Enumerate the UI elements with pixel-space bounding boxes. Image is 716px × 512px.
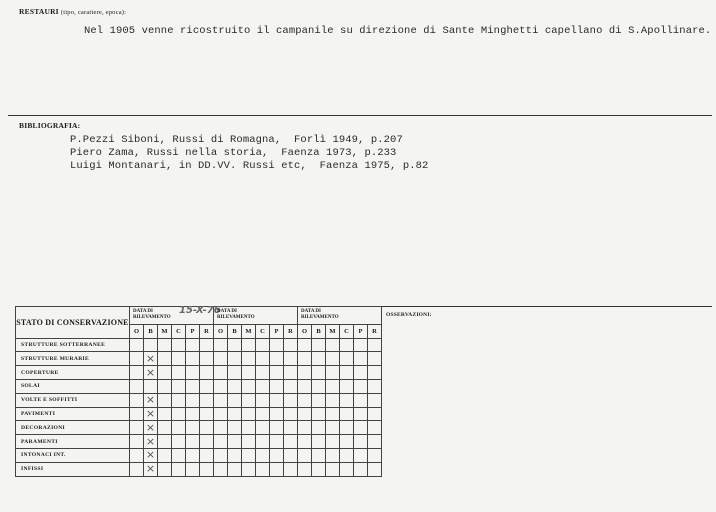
check-cell[interactable]: [158, 366, 172, 380]
check-cell[interactable]: [354, 407, 368, 421]
check-cell[interactable]: [228, 462, 242, 476]
condition-mark: ×: [145, 393, 156, 407]
code-header: R: [284, 324, 298, 338]
code-header: B: [144, 324, 158, 338]
check-cell[interactable]: [158, 435, 172, 449]
check-cell[interactable]: [298, 393, 312, 407]
check-cell[interactable]: [130, 379, 144, 393]
check-cell[interactable]: [354, 352, 368, 366]
check-cell[interactable]: [214, 379, 228, 393]
table-row: [16, 352, 382, 366]
check-cell[interactable]: [214, 338, 228, 352]
bibliografia-label: BIBLIOGRAFIA:: [19, 121, 81, 130]
check-cell[interactable]: [242, 407, 256, 421]
check-cell[interactable]: [228, 448, 242, 462]
check-cell[interactable]: [186, 462, 200, 476]
check-cell[interactable]: [270, 421, 284, 435]
check-cell[interactable]: [158, 338, 172, 352]
check-cell[interactable]: [298, 462, 312, 476]
check-cell[interactable]: [340, 462, 354, 476]
check-cell[interactable]: [214, 352, 228, 366]
code-header: B: [312, 324, 326, 338]
check-cell[interactable]: [340, 352, 354, 366]
code-header: O: [214, 324, 228, 338]
check-cell[interactable]: [256, 352, 270, 366]
check-cell[interactable]: [354, 393, 368, 407]
check-cell[interactable]: [144, 352, 158, 366]
table-row: [16, 407, 382, 421]
check-cell[interactable]: [186, 366, 200, 380]
code-header: R: [200, 324, 214, 338]
check-cell[interactable]: [158, 448, 172, 462]
check-cell[interactable]: [214, 393, 228, 407]
code-header: M: [242, 324, 256, 338]
check-cell[interactable]: [186, 448, 200, 462]
check-cell[interactable]: [284, 379, 298, 393]
check-cell[interactable]: [368, 379, 382, 393]
check-cell[interactable]: [158, 421, 172, 435]
check-cell[interactable]: [312, 366, 326, 380]
check-cell[interactable]: [368, 448, 382, 462]
row-label: VOLTE E SOFFITTI: [16, 393, 130, 407]
check-cell[interactable]: [326, 421, 340, 435]
check-cell[interactable]: [326, 407, 340, 421]
row-label: PAVIMENTI: [16, 407, 130, 421]
check-cell[interactable]: [340, 379, 354, 393]
table-row: [16, 379, 382, 393]
check-cell[interactable]: [214, 366, 228, 380]
check-cell[interactable]: [130, 448, 144, 462]
check-cell[interactable]: [242, 379, 256, 393]
check-cell[interactable]: [256, 338, 270, 352]
check-cell[interactable]: [200, 448, 214, 462]
check-cell[interactable]: [172, 407, 186, 421]
check-cell[interactable]: [340, 407, 354, 421]
check-cell[interactable]: [214, 421, 228, 435]
check-cell[interactable]: [284, 393, 298, 407]
check-cell[interactable]: [284, 448, 298, 462]
check-cell[interactable]: [144, 407, 158, 421]
check-cell[interactable]: [228, 407, 242, 421]
table-row: [16, 421, 382, 435]
condition-mark: ×: [145, 420, 156, 434]
check-cell[interactable]: [354, 379, 368, 393]
code-header: C: [172, 324, 186, 338]
check-cell[interactable]: [340, 338, 354, 352]
check-cell[interactable]: [186, 379, 200, 393]
check-cell[interactable]: [256, 366, 270, 380]
check-cell[interactable]: [200, 462, 214, 476]
check-cell[interactable]: [270, 393, 284, 407]
code-header: R: [368, 324, 382, 338]
row-label: PARAMENTI: [16, 435, 130, 449]
check-cell[interactable]: [130, 338, 144, 352]
condition-mark: ×: [145, 365, 156, 379]
check-cell[interactable]: [186, 338, 200, 352]
check-cell[interactable]: [158, 379, 172, 393]
code-header: B: [228, 324, 242, 338]
code-header: P: [186, 324, 200, 338]
conservation-table: [15, 306, 382, 477]
check-cell[interactable]: [186, 352, 200, 366]
survey-date-header-1: DATA DI RILEVAMENTO 15-X-76: [130, 307, 214, 325]
check-cell[interactable]: [186, 421, 200, 435]
code-header: C: [340, 324, 354, 338]
osservazioni-label: OSSERVAZIONI:: [386, 312, 432, 318]
check-cell[interactable]: [242, 435, 256, 449]
code-header: P: [270, 324, 284, 338]
condition-mark: ×: [145, 434, 156, 448]
check-cell[interactable]: [144, 379, 158, 393]
check-cell[interactable]: [326, 462, 340, 476]
check-cell[interactable]: [284, 421, 298, 435]
check-cell[interactable]: [228, 379, 242, 393]
check-cell[interactable]: [368, 407, 382, 421]
bibliography-entry: Luigi Montanari, in DD.VV. Russi etc, Faenza 1975, p.82: [70, 160, 429, 172]
check-cell[interactable]: [298, 338, 312, 352]
check-cell[interactable]: [200, 407, 214, 421]
check-cell[interactable]: [214, 435, 228, 449]
check-cell[interactable]: [354, 338, 368, 352]
row-label: STRUTTURE MURARIE: [16, 352, 130, 366]
check-cell[interactable]: [312, 421, 326, 435]
check-cell[interactable]: [312, 462, 326, 476]
check-cell[interactable]: [242, 393, 256, 407]
check-cell[interactable]: [368, 421, 382, 435]
check-cell[interactable]: [228, 393, 242, 407]
check-cell[interactable]: [284, 462, 298, 476]
check-cell[interactable]: [172, 448, 186, 462]
row-label: COPERTURE: [16, 366, 130, 380]
check-cell[interactable]: [326, 338, 340, 352]
check-cell[interactable]: [130, 435, 144, 449]
check-cell[interactable]: [298, 421, 312, 435]
check-cell[interactable]: [186, 407, 200, 421]
condition-mark: ×: [145, 448, 156, 462]
condition-mark: ×: [145, 406, 156, 420]
check-cell[interactable]: [270, 462, 284, 476]
condition-mark: ×: [145, 351, 156, 365]
check-cell[interactable]: [200, 366, 214, 380]
check-cell[interactable]: [312, 379, 326, 393]
check-cell[interactable]: [144, 421, 158, 435]
check-cell[interactable]: [256, 421, 270, 435]
check-cell[interactable]: [284, 366, 298, 380]
check-cell[interactable]: [270, 435, 284, 449]
check-cell[interactable]: [270, 366, 284, 380]
check-cell[interactable]: [340, 421, 354, 435]
check-cell[interactable]: [242, 448, 256, 462]
row-label: DECORAZIONI: [16, 421, 130, 435]
check-cell[interactable]: [172, 393, 186, 407]
check-cell[interactable]: [256, 448, 270, 462]
check-cell[interactable]: [144, 366, 158, 380]
check-cell[interactable]: [172, 338, 186, 352]
bibliography-entry: Piero Zama, Russi nella storia, Faenza 1973, p.233: [70, 147, 397, 159]
check-cell[interactable]: [130, 407, 144, 421]
check-cell[interactable]: [326, 448, 340, 462]
check-cell[interactable]: [172, 435, 186, 449]
check-cell[interactable]: [354, 462, 368, 476]
check-cell[interactable]: [200, 421, 214, 435]
table-row: [16, 448, 382, 462]
check-cell[interactable]: [284, 352, 298, 366]
check-cell[interactable]: [270, 448, 284, 462]
check-cell[interactable]: [158, 393, 172, 407]
check-cell[interactable]: [256, 435, 270, 449]
check-cell[interactable]: [158, 352, 172, 366]
check-cell[interactable]: [368, 462, 382, 476]
check-cell[interactable]: [340, 366, 354, 380]
check-cell[interactable]: [228, 435, 242, 449]
check-cell[interactable]: [354, 421, 368, 435]
check-cell[interactable]: [354, 448, 368, 462]
check-cell[interactable]: [368, 338, 382, 352]
check-cell[interactable]: [130, 462, 144, 476]
check-cell[interactable]: [270, 407, 284, 421]
restauri-text: Nel 1905 venne ricostruito il campanile su direzione di Sante Minghetti capellano di S.Apollinare.: [84, 25, 712, 37]
check-cell[interactable]: [298, 379, 312, 393]
check-cell[interactable]: [368, 393, 382, 407]
check-cell[interactable]: [144, 338, 158, 352]
table-row: [16, 435, 382, 449]
check-cell[interactable]: [340, 393, 354, 407]
check-cell[interactable]: [284, 407, 298, 421]
check-cell[interactable]: [200, 393, 214, 407]
check-cell[interactable]: [312, 352, 326, 366]
check-cell[interactable]: [326, 366, 340, 380]
check-cell[interactable]: [326, 352, 340, 366]
check-cell[interactable]: [172, 421, 186, 435]
table-row: [16, 462, 382, 476]
check-cell[interactable]: [326, 435, 340, 449]
table-row: [16, 366, 382, 380]
check-cell[interactable]: [270, 338, 284, 352]
check-cell[interactable]: [312, 393, 326, 407]
check-cell[interactable]: [312, 407, 326, 421]
check-cell[interactable]: [270, 379, 284, 393]
bibliography-list: [70, 134, 428, 173]
check-cell[interactable]: [284, 338, 298, 352]
check-cell[interactable]: [130, 393, 144, 407]
check-cell[interactable]: [172, 462, 186, 476]
check-cell[interactable]: [298, 435, 312, 449]
check-cell[interactable]: [200, 338, 214, 352]
check-cell[interactable]: [298, 407, 312, 421]
check-cell[interactable]: [340, 435, 354, 449]
check-cell[interactable]: [158, 462, 172, 476]
check-cell[interactable]: [144, 448, 158, 462]
condition-mark: ×: [145, 462, 156, 476]
table-row: [16, 393, 382, 407]
table-row: [16, 338, 382, 352]
check-cell[interactable]: [130, 352, 144, 366]
check-cell[interactable]: [298, 366, 312, 380]
check-cell[interactable]: [340, 448, 354, 462]
check-cell[interactable]: [242, 366, 256, 380]
check-cell[interactable]: [368, 366, 382, 380]
check-cell[interactable]: [200, 352, 214, 366]
check-cell[interactable]: [214, 462, 228, 476]
check-cell[interactable]: [256, 462, 270, 476]
check-cell[interactable]: [242, 462, 256, 476]
check-cell[interactable]: [312, 338, 326, 352]
check-cell[interactable]: [172, 379, 186, 393]
check-cell[interactable]: [270, 352, 284, 366]
check-cell[interactable]: [242, 421, 256, 435]
table-title: STATO DI CONSERVAZIONE: [16, 307, 130, 339]
row-label: INTONACI INT.: [16, 448, 130, 462]
check-cell[interactable]: [312, 448, 326, 462]
check-cell[interactable]: [172, 352, 186, 366]
code-header: M: [158, 324, 172, 338]
check-cell[interactable]: [200, 435, 214, 449]
check-cell[interactable]: [158, 407, 172, 421]
check-cell[interactable]: [144, 393, 158, 407]
survey-date-header-2: DATA DI RILEVAMENTO: [214, 307, 298, 325]
row-label: STRUTTURE SOTTERRANEE: [16, 338, 130, 352]
check-cell[interactable]: [214, 407, 228, 421]
check-cell[interactable]: [200, 379, 214, 393]
check-cell[interactable]: [186, 435, 200, 449]
survey-date: 15-X-76: [179, 305, 221, 316]
check-cell[interactable]: [326, 393, 340, 407]
check-cell[interactable]: [256, 407, 270, 421]
check-cell[interactable]: [298, 352, 312, 366]
check-cell[interactable]: [368, 352, 382, 366]
check-cell[interactable]: [284, 435, 298, 449]
check-cell[interactable]: [256, 379, 270, 393]
check-cell[interactable]: [130, 366, 144, 380]
row-label: SOLAI: [16, 379, 130, 393]
osservazioni-top-rule: [380, 306, 712, 307]
check-cell[interactable]: [368, 435, 382, 449]
check-cell[interactable]: [354, 366, 368, 380]
check-cell[interactable]: [228, 352, 242, 366]
code-header: O: [298, 324, 312, 338]
check-cell[interactable]: [326, 379, 340, 393]
bibliography-entry: P.Pezzi Siboni, Russi di Romagna, Forlì 1949, p.207: [70, 134, 403, 146]
restauri-label: RESTAURI (tipo, carattere, epoca):: [19, 7, 127, 16]
row-label: INFISSI: [16, 462, 130, 476]
check-cell[interactable]: [130, 421, 144, 435]
check-cell[interactable]: [186, 393, 200, 407]
code-header: C: [256, 324, 270, 338]
check-cell[interactable]: [298, 448, 312, 462]
check-cell[interactable]: [228, 366, 242, 380]
check-cell[interactable]: [312, 435, 326, 449]
code-header: M: [326, 324, 340, 338]
code-header: O: [130, 324, 144, 338]
check-cell[interactable]: [242, 338, 256, 352]
check-cell[interactable]: [228, 338, 242, 352]
section-divider: [8, 115, 712, 116]
check-cell[interactable]: [172, 366, 186, 380]
check-cell[interactable]: [354, 435, 368, 449]
check-cell[interactable]: [242, 352, 256, 366]
check-cell[interactable]: [144, 462, 158, 476]
check-cell[interactable]: [228, 421, 242, 435]
check-cell[interactable]: [256, 393, 270, 407]
check-cell[interactable]: [214, 448, 228, 462]
check-cell[interactable]: [144, 435, 158, 449]
survey-date-header-3: DATA DI RILEVAMENTO: [298, 307, 382, 325]
code-header: P: [354, 324, 368, 338]
